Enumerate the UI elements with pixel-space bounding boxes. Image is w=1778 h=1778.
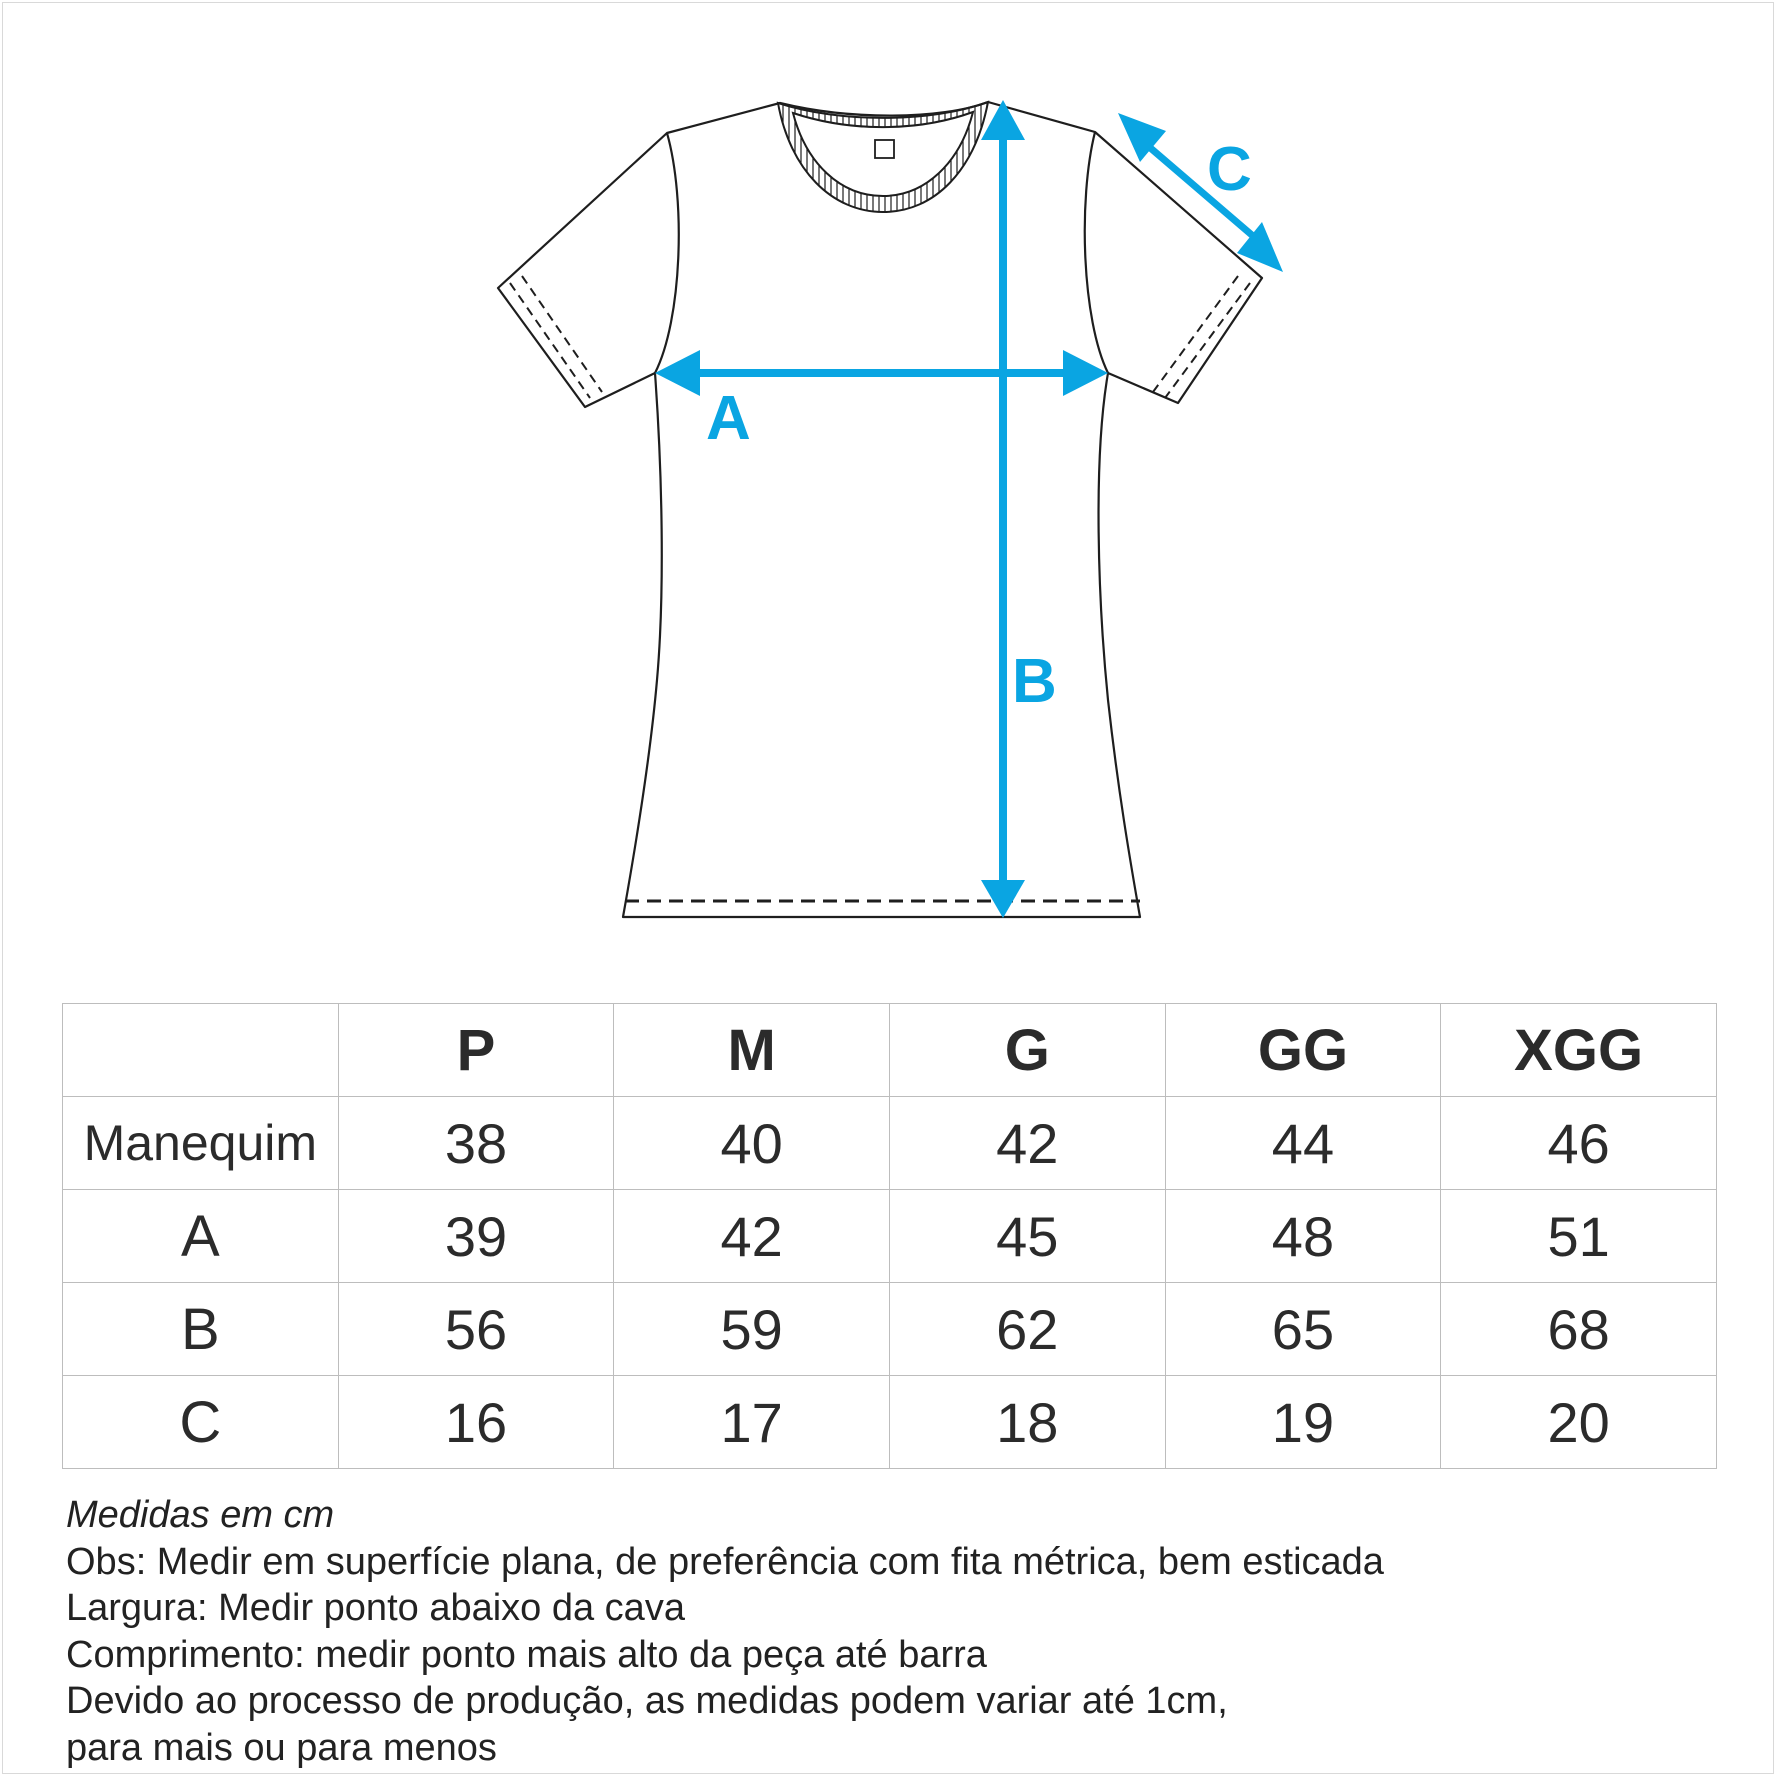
row-label: C [63,1376,339,1469]
table-row [63,1190,1717,1283]
measurement-notes [66,1492,1716,1771]
table-cell: 68 [1441,1283,1717,1376]
note-line: Devido ao processo de produção, as medidas podem variar até 1cm, [66,1680,1228,1722]
table-cell: 59 [614,1283,890,1376]
table-cell: 56 [338,1283,614,1376]
table-cell: 39 [338,1190,614,1283]
table-row [63,1283,1717,1376]
table-cell: 19 [1165,1376,1441,1469]
note-line: para mais ou para menos [66,1726,497,1769]
size-table [62,1003,1717,1469]
table-cell: 40 [614,1097,890,1190]
label-b: B [1012,647,1057,716]
unit-note: Medidas em cm [66,1494,335,1536]
table-cell: 18 [889,1376,1165,1469]
note-line: Comprimento: medir ponto mais alto da peça até barra [66,1633,987,1676]
table-cell: 44 [1165,1097,1441,1190]
size-header: G [889,1004,1165,1097]
row-label: A [63,1190,339,1283]
table-cell: 65 [1165,1283,1441,1376]
table-cell: 38 [338,1097,614,1190]
note-line: Largura: Medir ponto abaixo da cava [66,1587,685,1629]
table-cell: 46 [1441,1097,1717,1190]
size-header: P [338,1004,614,1097]
label-a: A [706,384,751,453]
label-c: C [1207,135,1252,204]
table-cell: 17 [614,1376,890,1469]
table-cell: 42 [614,1190,890,1283]
table-cell: 20 [1441,1376,1717,1469]
size-header: GG [1165,1004,1441,1097]
table-row [63,1097,1717,1190]
tshirt-outline [498,102,1262,917]
label-tag [875,140,894,158]
table-header-row [63,1004,1717,1097]
table-corner-cell [63,1004,339,1097]
row-label: Manequim [63,1097,339,1190]
table-cell: 48 [1165,1190,1441,1283]
row-label: B [63,1283,339,1376]
note-line: Obs: Medir em superfície plana, de preferência com fita métrica, bem esticada [66,1540,1384,1583]
table-cell: 51 [1441,1190,1717,1283]
table-cell: 45 [889,1190,1165,1283]
size-header: M [614,1004,890,1097]
table-cell: 42 [889,1097,1165,1190]
table-row [63,1376,1717,1469]
table-cell: 16 [338,1376,614,1469]
size-header: XGG [1441,1004,1717,1097]
table-cell: 62 [889,1283,1165,1376]
